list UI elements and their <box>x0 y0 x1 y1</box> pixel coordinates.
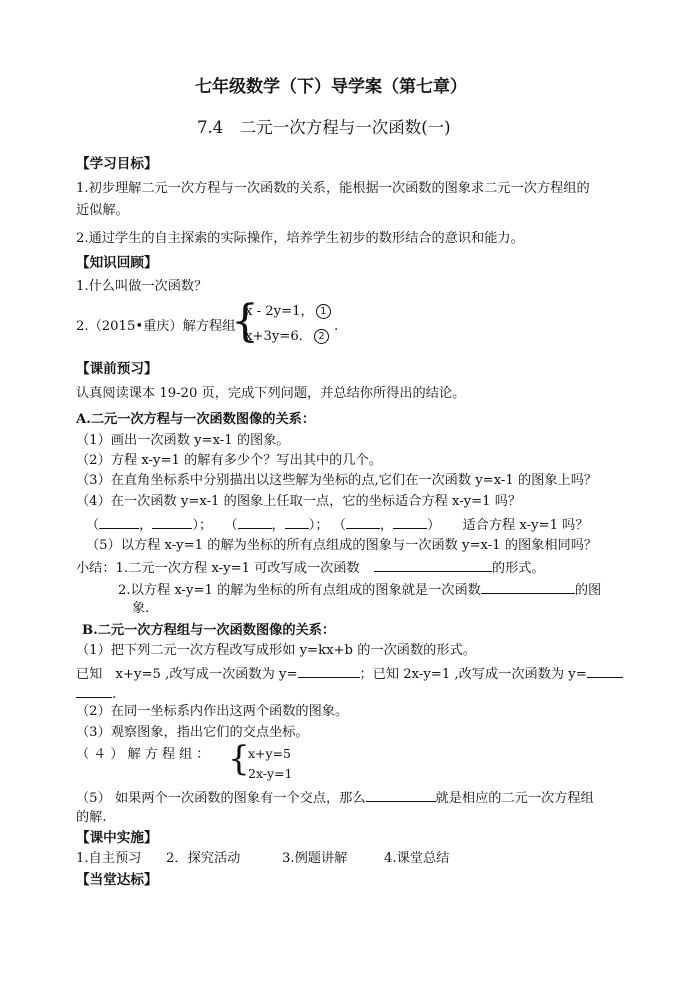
review-eq1 <box>245 303 331 321</box>
page-title: 七年级数学（下）导学案（第七章） <box>195 77 467 97</box>
question-b4-eq2: 2x-y=1 <box>248 766 293 781</box>
summary-2 <box>118 579 601 600</box>
question-b1-continued <box>76 683 116 704</box>
question-a1: （1）画出一次函数 y=x-1 的图象。 <box>76 433 290 448</box>
equation-system-brace: { <box>231 296 259 347</box>
point-comma: ， <box>379 518 394 533</box>
point-comma: ， <box>139 518 153 533</box>
point-paren: （ <box>332 518 346 533</box>
classwork-step-3: 3.例题讲解 <box>282 851 348 866</box>
practice-heading: 【当堂达标】 <box>76 872 158 888</box>
question-b5 <box>76 787 594 808</box>
point-comma: ， <box>271 518 285 533</box>
question-b3: （3）观察图象，指出它们的交点坐标。 <box>76 725 309 740</box>
summary-2-text: 2.以方程 x-y=1 的解为坐标的所有点组成的图象就是一次函数 <box>118 583 481 598</box>
question-b4-eq1: x+y=5 <box>248 746 292 761</box>
review-q2-prefix: 2.（2015•重庆）解方程组 <box>76 319 236 334</box>
blank[interactable] <box>481 579 575 594</box>
review-eq1-text: x - 2y=1， <box>245 304 314 319</box>
summary-1-text: 小结：1.二元一次方程 x-y=1 可改写成一次函数 <box>76 561 360 576</box>
blank[interactable] <box>76 683 112 698</box>
question-a2: （2）方程 x-y=1 的解有多少个？写出其中的几个。 <box>76 453 382 468</box>
review-eq2 <box>245 328 329 346</box>
question-a5: （5）以方程 x-y=1 的解为坐标的所有点组成的图象与一次函数 y=x-1 的图象相同吗？ <box>86 538 598 553</box>
circled-number-2: 2 <box>314 329 329 344</box>
point-paren: （ <box>86 518 100 533</box>
question-b1: （1）把下列二元一次方程改写成形如 y=kx+b 的一次函数的形式。 <box>76 643 476 658</box>
classwork-heading: 【课中实施】 <box>76 830 158 846</box>
section-b-title: B.二元一次方程组与一次函数图像的关系： <box>82 623 336 638</box>
question-b1-given <box>76 663 623 684</box>
blank[interactable] <box>587 663 623 678</box>
blank[interactable] <box>152 514 192 529</box>
blank[interactable] <box>99 514 139 529</box>
classwork-step-2: 2．探究活动 <box>166 851 241 866</box>
circled-number-1: 1 <box>316 304 331 319</box>
question-a4-points <box>86 514 589 535</box>
summary-2-end: 的图 <box>574 583 602 598</box>
question-b5-continued: 的解. <box>76 810 107 825</box>
classwork-step-1: 1.自主预习 <box>76 851 142 866</box>
blank[interactable] <box>346 514 380 529</box>
goal-1-continued: 近似解。 <box>76 203 129 218</box>
blank[interactable] <box>285 514 309 529</box>
equation-system-brace: { <box>228 739 250 779</box>
point-close: ）； <box>308 518 329 533</box>
preview-intro: 认真阅读课本 19-20 页，完成下列问题，并总结你所得出的结论。 <box>76 386 466 401</box>
review-heading: 【知识回顾】 <box>76 255 158 271</box>
goal-1: 1.初步理解二元一次方程与一次函数的关系，能根据一次函数的图象求二元一次方程组的 <box>76 181 590 196</box>
question-b5-end: 就是相应的二元一次方程组 <box>435 791 594 806</box>
goal-2: 2.通过学生的自主探索的实际操作，培养学生初步的数形结合的意识和能力。 <box>76 231 524 246</box>
given-1: 已知 x+y=5 ,改写成一次函数为 y= <box>76 667 298 682</box>
question-b5-text: （5） 如果两个一次函数的图象有一个交点，那么 <box>76 791 366 806</box>
question-a3: （3）在直角坐标系中分别描出以这些解为坐标的点,它们在一次函数 y=x-1 的图象上吗？ <box>76 473 598 488</box>
review-eq2-text: x+3y=6． <box>245 329 312 344</box>
blank[interactable] <box>366 787 436 802</box>
question-b4: （４）解方程组： <box>76 747 214 762</box>
section-subtitle: 7.4 二元一次方程与一次函数(一) <box>197 118 451 137</box>
goals-heading: 【学习目标】 <box>76 156 158 172</box>
blank[interactable] <box>238 514 272 529</box>
question-a4-tail: 适合方程 x-y=1 吗？ <box>462 518 589 533</box>
section-a-title: A.二元一次方程与一次函数图像的关系： <box>76 412 316 427</box>
blank[interactable] <box>298 663 360 678</box>
question-b2: （2）在同一坐标系内作出这两个函数的图象。 <box>76 704 349 719</box>
summary-1 <box>76 557 545 578</box>
review-q1: 1.什么叫做一次函数？ <box>76 279 208 294</box>
summary-2-continued: 象. <box>132 601 150 616</box>
review-q2-end: . <box>334 319 339 334</box>
given-end: . <box>112 687 117 702</box>
point-close: ）； <box>192 518 213 533</box>
blank[interactable] <box>393 514 427 529</box>
preview-heading: 【课前预习】 <box>76 361 158 377</box>
point-paren: （ <box>224 518 238 533</box>
given-2: ；已知 2x-y=1 ,改写成一次函数为 y= <box>359 667 587 682</box>
classwork-step-4: 4.课堂总结 <box>384 851 450 866</box>
blank[interactable] <box>374 557 492 572</box>
point-close: ） <box>427 518 441 533</box>
question-a4: （4）在一次函数 y=x-1 的图象上任取一点，它的坐标适合方程 x-y=1 吗？ <box>76 494 522 509</box>
summary-1-end: 的形式。 <box>491 561 545 576</box>
